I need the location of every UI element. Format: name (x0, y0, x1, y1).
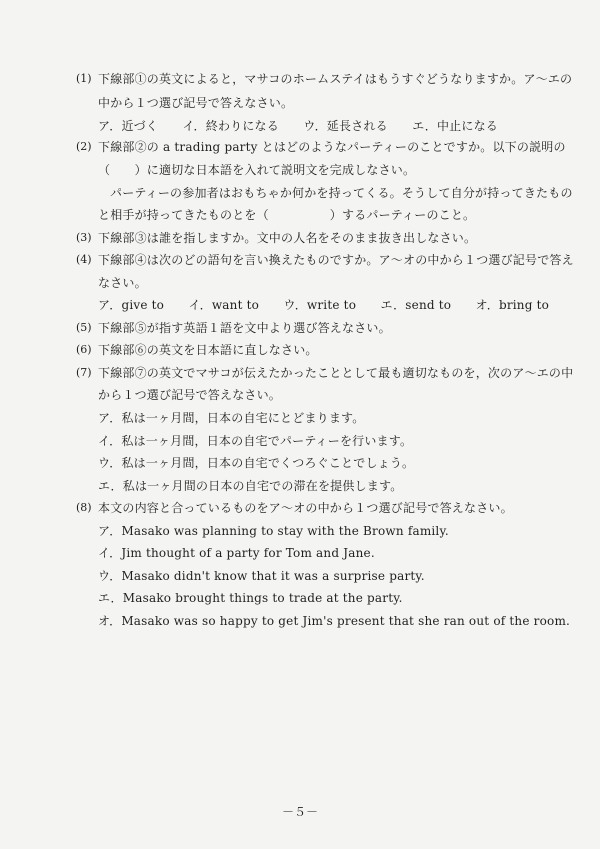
q7-number: (7) (76, 366, 92, 379)
q8-option-e: エ．Masako brought things to trade at the party. (98, 591, 403, 605)
q1-options: ア．近づく イ．終わりになる ウ．延長される エ．中止になる (98, 119, 498, 133)
q7-option-u: ウ．私は一ヶ月間，日本の自宅でくつろぐことでしょう。 (98, 456, 415, 470)
q1-number: (1) (76, 72, 92, 85)
q4-options: ア．give to イ．want to ウ．write to エ．send to オ．bring to (98, 298, 550, 312)
q2-explanation-line2: と相手が持ってきたものとを（ ）するパーティーのこと。 (98, 208, 476, 222)
q8-option-o: オ．Masako was so happy to get Jim's present that she ran out of the room. (98, 614, 571, 628)
q8-option-u: ウ．Masako didn't know that it was a surprise party. (98, 569, 425, 583)
q7-text-line2: から１つ選び記号で答えなさい。 (98, 388, 282, 402)
q7-text-line1: 下線部⑦の英文でマサコが伝えたかったこととして最も適切なものを，次のア～エの中 (98, 366, 574, 380)
q2-text-line1: 下線部②の a trading party とはどのようなパーティーのことですか。以下の説明の (98, 140, 566, 154)
q4-number: (4) (76, 253, 92, 266)
q5-text: 下線部⑤が指す英語１語を文中より選び答えなさい。 (98, 321, 391, 335)
q6-number: (6) (76, 343, 92, 356)
q8-number: (8) (76, 501, 92, 514)
q2-explanation-line1: パーティーの参加者はおもちゃか何かを持ってくる。そうして自分が持ってきたもの (110, 186, 573, 200)
q7-option-e: エ．私は一ヶ月間の日本の自宅での滞在を提供します。 (98, 479, 403, 493)
q8-option-a: ア．Masako was planning to stay with the Brown family. (98, 524, 449, 538)
q7-option-i: イ．私は一ヶ月間，日本の自宅でパーティーを行います。 (98, 434, 413, 448)
q4-text-line2: なさい。 (98, 276, 147, 290)
q1-text-line1: 下線部①の英文によると，マサコのホームステイはもうすぐどうなりますか。ア～エの (98, 72, 573, 86)
q1-text-line2: 中から１つ選び記号で答えなさい。 (98, 96, 294, 110)
q8-text: 本文の内容と合っているものをア～オの中から１つ選び記号で答えなさい。 (98, 501, 513, 515)
q5-number: (5) (76, 321, 92, 334)
q4-text-line1: 下線部④は次のどの語句を言い換えたものですか。ア～オの中から１つ選び記号で答え (98, 253, 574, 267)
q7-option-a: ア．私は一ヶ月間，日本の自宅にとどまります。 (98, 411, 365, 425)
page-number: －５－ (281, 805, 318, 819)
q8-option-i: イ．Jim thought of a party for Tom and Jane. (98, 546, 375, 560)
q3-number: (3) (76, 231, 92, 244)
q2-text-line2: （ ）に適切な日本語を入れて説明文を完成しなさい。 (98, 163, 416, 177)
q3-text: 下線部③は誰を指しますか。文中の人名をそのまま抜き出しなさい。 (98, 231, 477, 245)
q2-number: (2) (76, 140, 92, 153)
q6-text: 下線部⑥の英文を日本語に直しなさい。 (98, 343, 318, 357)
